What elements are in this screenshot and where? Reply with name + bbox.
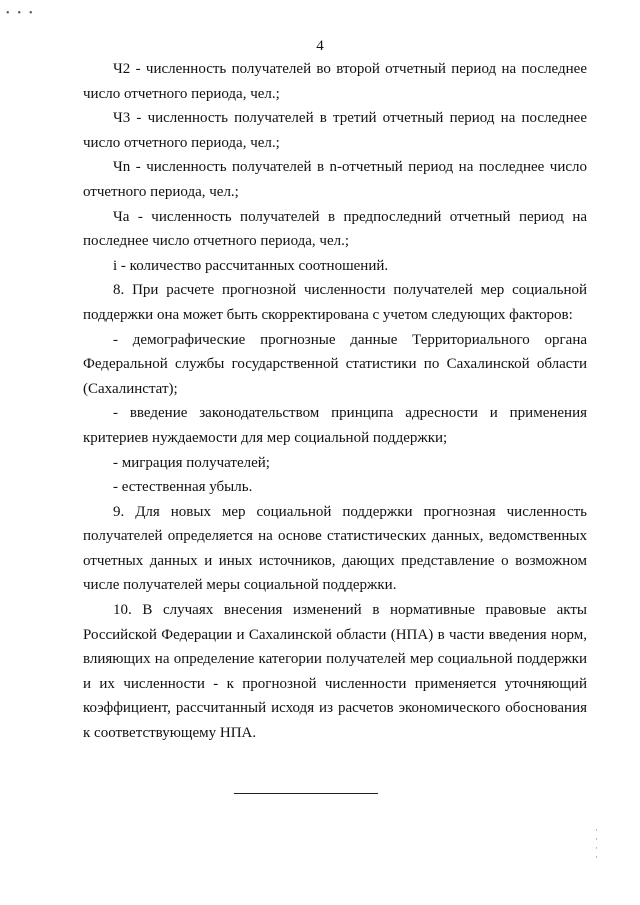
end-divider [234, 793, 378, 794]
paragraph-ch3: Ч3 - численность получателей в третий отчетный период на последнее число отчетного периода, чел.; [83, 110, 587, 151]
paragraph-cha: Ча - численность получателей в предпоследний отчетный период на последнее число отчетного периода, чел.; [83, 208, 587, 250]
scan-artifact-margin: · · · · [595, 825, 598, 862]
paragraph-chn: Чn - численность получателей в n-отчетный период на последнее число отчетного периода, чел.; [83, 159, 587, 200]
paragraph-9: 9. Для новых мер социальной поддержки прогнозная численность получателей определяется на основе статистических данных, ведомственных отчетных данных и иных источников, дающих представление о возможном числе получателей меры социальной поддержки. [83, 503, 587, 594]
page-number: 4 [316, 38, 324, 54]
list-item-targeting: - введение законодательством принципа адресности и применения критериев нуждаемости для мер социальной поддержки; [83, 405, 587, 446]
list-item-natural-decline: - естественная убыль. [113, 479, 253, 496]
paragraph-i: i - количество рассчитанных соотношений. [113, 257, 389, 274]
list-item-migration: - миграция получателей; [113, 454, 270, 471]
paragraph-10: 10. В случаях внесения изменений в нормативные правовые акты Российской Федерации и Сахалинской области (НПА) в части введения норм, влияющих на определение категории получателей мер социальной поддержки и их численности - к прогнозной численности применяется уточняющий коэффициент, рассчитанный исходя из расчетов экономического обоснования к соответствующему НПА. [83, 602, 587, 742]
scan-artifact-dots: ••• [6, 8, 41, 19]
paragraph-8: 8. При расчете прогнозной численности получателей мер социальной поддержки она может быть скорректирована с учетом следующих факторов: [83, 282, 587, 323]
list-item-demographic: - демографические прогнозные данные Территориального органа Федеральной службы государственной статистики по Сахалинской области (Сахалинстат); [83, 331, 587, 397]
paragraph-ch2: Ч2 - численность получателей во второй отчетный период на последнее число отчетного периода, чел.; [83, 61, 587, 102]
document-body [83, 57, 587, 746]
